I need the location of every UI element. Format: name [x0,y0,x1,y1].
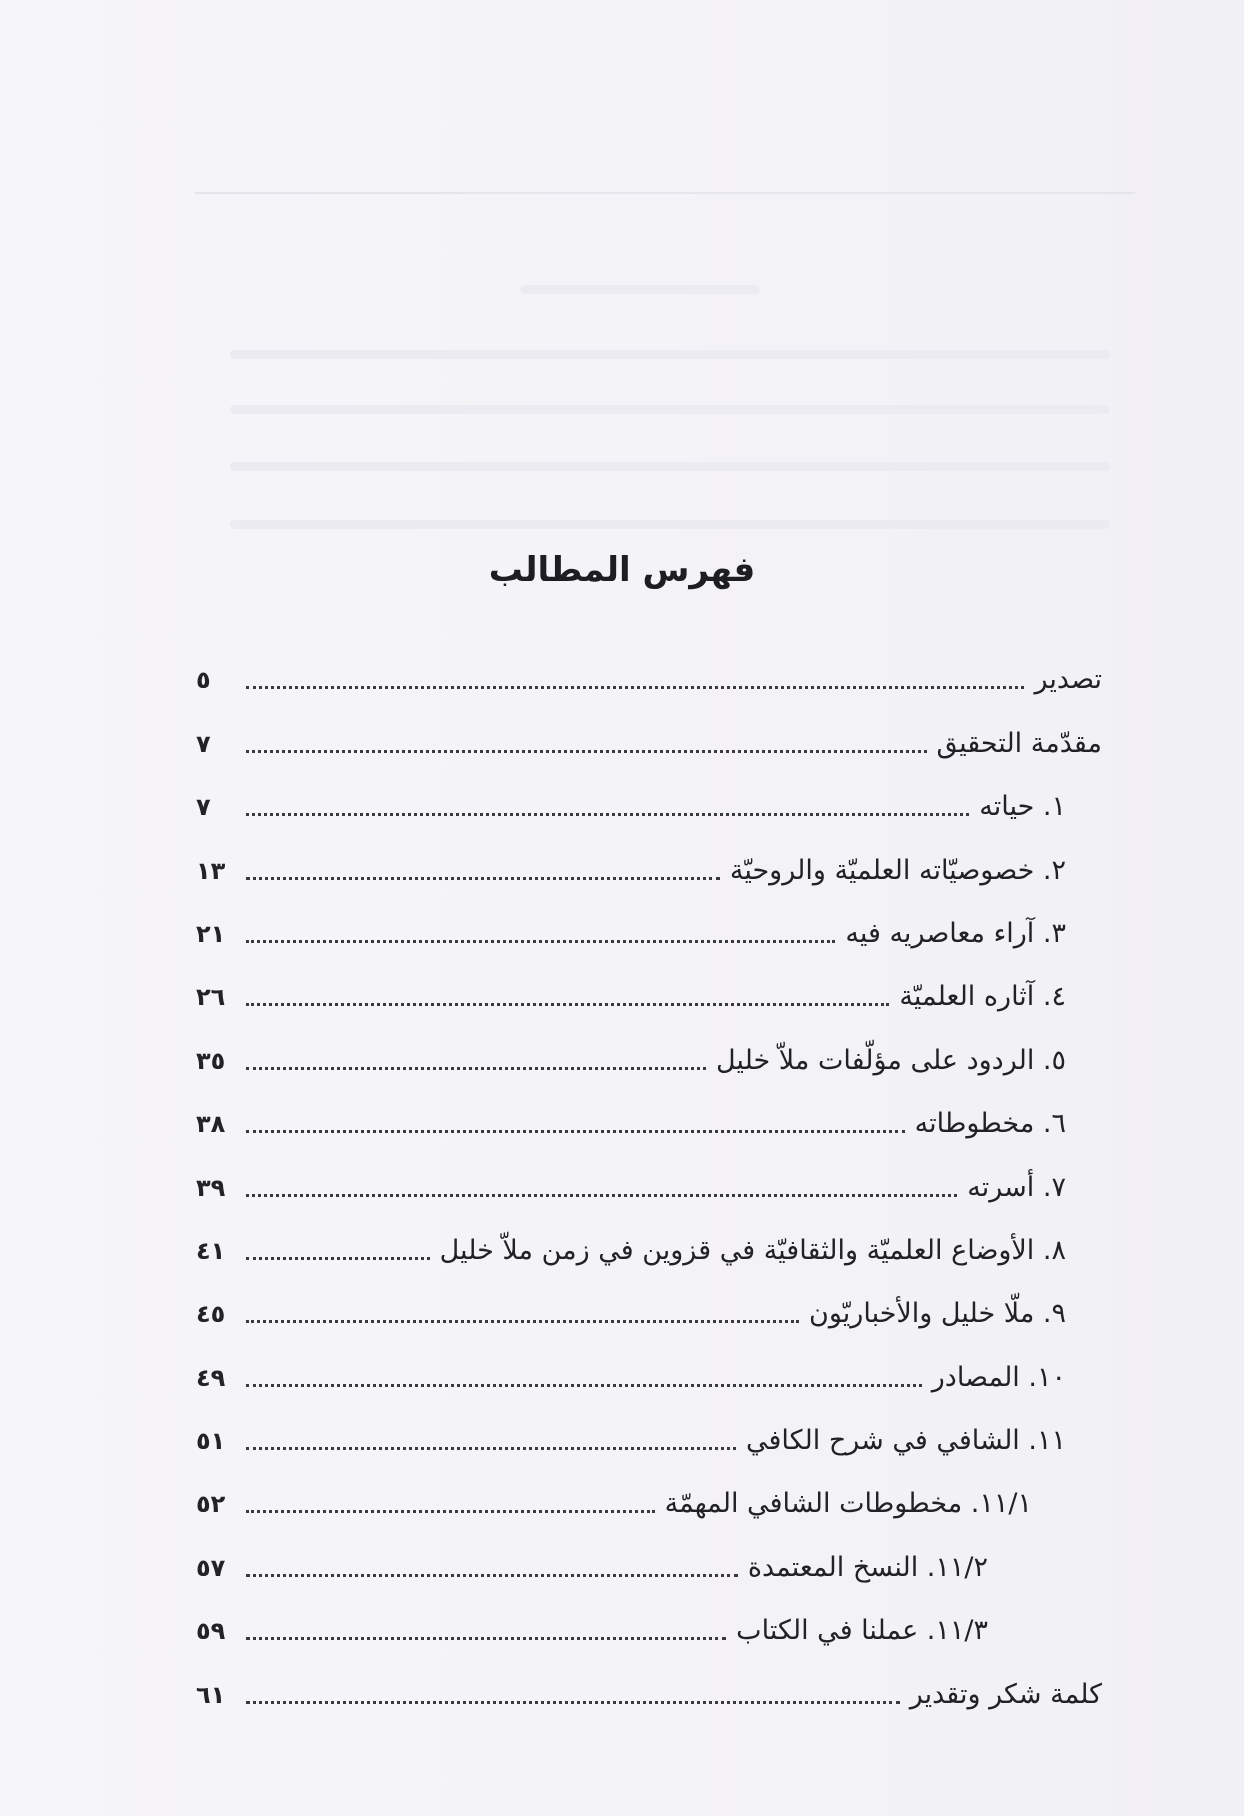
toc-entry [196,635,1102,698]
toc-entry [196,1396,1102,1459]
toc-page-number: ٤٥ [196,1300,226,1329]
toc-entry [196,1332,1102,1395]
dot-leader [246,1319,799,1323]
dot-leader [246,1509,655,1513]
dot-leader [246,1383,922,1387]
toc-entry-title: ٤. آثاره العلميّة [899,981,1066,1013]
toc-entry [196,1079,1102,1142]
toc-page-number: ٤١ [196,1236,226,1265]
dot-leader [246,1256,430,1260]
toc-entry [196,1269,1102,1332]
toc-entry [196,762,1102,825]
toc-entry [196,1142,1102,1205]
toc-entry [196,1522,1102,1585]
toc-entry-title: مقدّمة التحقيق [936,727,1102,759]
toc-entry-title: ١١. الشافي في شرح الكافي [745,1425,1066,1457]
toc-page-number: ٥٧ [196,1553,226,1582]
toc-page-number: ٢١ [196,919,226,948]
toc-entry [196,1015,1102,1078]
toc-entry-title: كلمة شكر وتقدير [909,1678,1102,1710]
bleed-through-line [230,350,1110,359]
toc-page-number: ٤٩ [196,1363,226,1392]
toc-entry [196,1206,1102,1269]
dot-leader [246,876,720,880]
dot-leader [246,1700,900,1704]
toc-entry [196,889,1102,952]
toc-page-number: ٥ [196,666,211,695]
toc-page-number: ٥١ [196,1427,226,1456]
dot-leader [246,939,835,943]
toc-entry [196,1586,1102,1649]
dot-leader [246,1193,957,1197]
toc-entry-title: تصدير [1034,664,1102,696]
bleed-through-line [230,405,1110,414]
toc-entry [196,825,1102,888]
toc-entry [196,1459,1102,1522]
dot-leader [246,1129,905,1133]
dot-leader [246,1066,706,1070]
toc-page-number: ٣٥ [196,1046,226,1075]
bleed-through-line [520,285,760,294]
toc-entry-title: ١. حياته [979,791,1066,823]
toc-entry [196,1649,1102,1712]
toc-page-number: ٥٩ [196,1617,226,1646]
toc-page-number: ٧ [196,729,211,758]
dot-leader [246,1446,736,1450]
toc-entry [196,952,1102,1015]
bleed-through-line [230,462,1110,471]
toc-entry-title: ١١/٢. النسخ المعتمدة [747,1551,988,1583]
toc-page-number: ٣٨ [196,1110,226,1139]
dot-leader [246,812,969,816]
toc-entry-title: ٥. الردود على مؤلّفات ملاّ خليل [715,1044,1066,1076]
dot-leader [246,749,927,753]
toc-entry-title: ٩. ملّا خليل والأخباريّون [809,1298,1066,1330]
dot-leader [246,1002,889,1006]
toc-page-number: ٦١ [196,1680,226,1709]
toc-entry-title: ١١/١. مخطوطات الشافي المهمّة [664,1488,1032,1520]
page-title: فهرس المطالب [488,550,756,590]
toc-page-number: ٢٦ [196,983,226,1012]
toc-entry-title: ١٠. المصادر [931,1361,1066,1393]
toc-page-number: ٧ [196,793,211,822]
bleed-through-line [230,520,1110,529]
toc-page-number: ٣٩ [196,1173,226,1202]
toc-entry-title: ٦. مخطوطاته [914,1108,1066,1140]
dot-leader [246,685,1024,689]
toc-entry-title: ١١/٣. عملنا في الكتاب [736,1615,988,1647]
toc-entry-title: ٨. الأوضاع العلميّة والثقافيّة في قزوين في زمن ملاّ خليل [439,1234,1066,1266]
toc-entry [196,698,1102,761]
table-of-contents [196,635,1102,1713]
toc-page-number: ١٣ [196,856,226,885]
toc-entry-title: ٧. أسرته [967,1171,1066,1203]
toc-page-number: ٥٢ [196,1490,226,1519]
toc-entry-title: ٢. خصوصيّاته العلميّة والروحيّة [729,854,1066,886]
bleed-through-rule [195,192,1135,194]
toc-entry-title: ٣. آراء معاصريه فيه [845,917,1066,949]
dot-leader [246,1573,738,1577]
dot-leader [246,1636,726,1640]
